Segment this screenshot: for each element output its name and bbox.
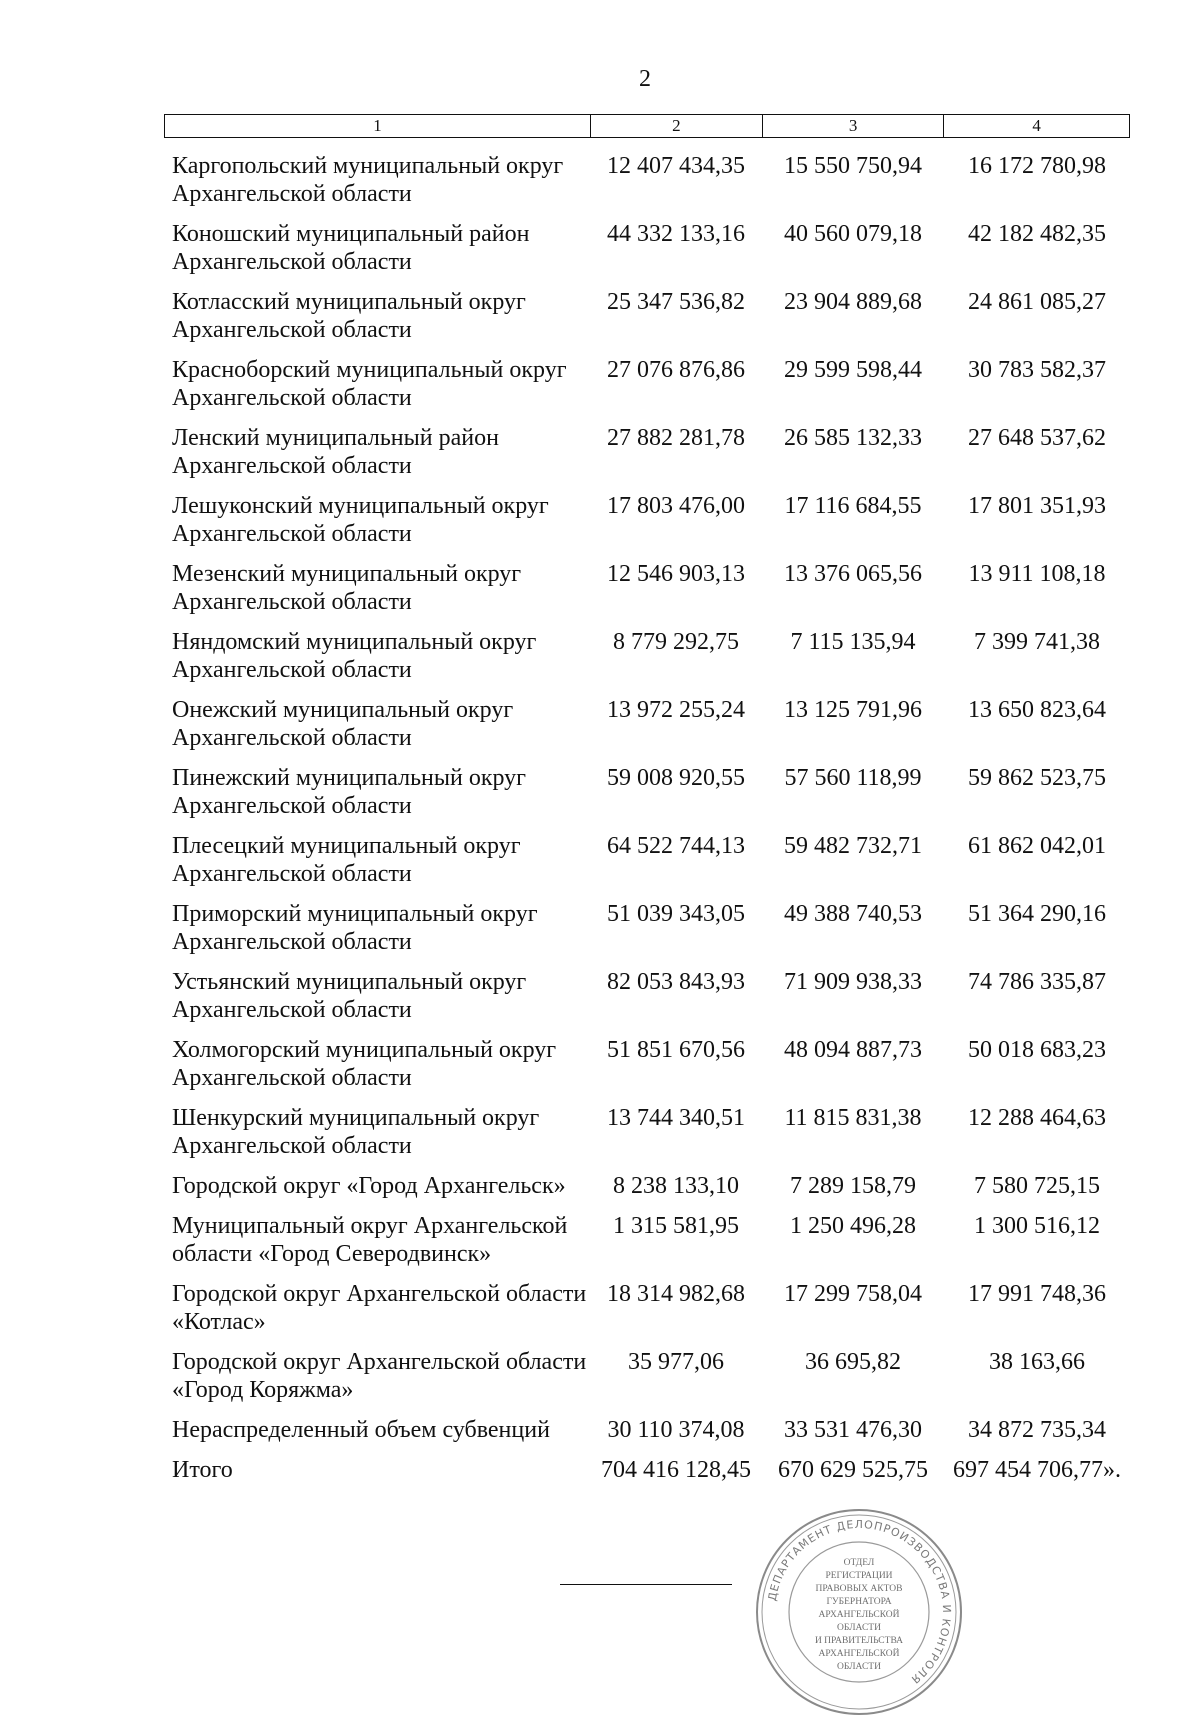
row-value-col3: 29 599 598,44 bbox=[784, 357, 922, 383]
seal-line: АРХАНГЕЛЬСКОЙ bbox=[818, 1610, 900, 1620]
row-name: Приморский муниципальный округ Архангельской области bbox=[172, 901, 538, 955]
seal-line: ОБЛАСТИ bbox=[837, 1623, 881, 1633]
row-name: Городской округ Архангельской области «Город Коряжма» bbox=[172, 1349, 587, 1403]
table-row bbox=[164, 628, 1130, 696]
row-value-col3: 48 094 887,73 bbox=[784, 1037, 922, 1063]
row-value-col4: 38 163,66 bbox=[989, 1349, 1085, 1375]
row-name: Нераспределенный объем субвенций bbox=[172, 1417, 550, 1443]
row-value-col2: 27 882 281,78 bbox=[607, 425, 745, 451]
row-value-col2: 18 314 982,68 bbox=[607, 1281, 745, 1307]
row-name: Коношский муниципальный район Архангельской области bbox=[172, 221, 530, 275]
row-name: Холмогорский муниципальный округ Архангельской области bbox=[172, 1037, 557, 1091]
table-row bbox=[164, 288, 1130, 356]
row-value-col4: 51 364 290,16 bbox=[968, 901, 1106, 927]
row-value-col3: 26 585 132,33 bbox=[784, 425, 922, 451]
row-value-col2: 35 977,06 bbox=[628, 1349, 724, 1375]
closing-line bbox=[560, 1584, 732, 1585]
table-row bbox=[164, 1212, 1130, 1280]
row-value-col2: 51 039 343,05 bbox=[607, 901, 745, 927]
row-value-col2: 27 076 876,86 bbox=[607, 357, 745, 383]
row-name: Муниципальный округ Архангельской области «Город Северодвинск» bbox=[172, 1213, 568, 1267]
row-value-col4: 7 399 741,38 bbox=[974, 629, 1100, 655]
row-value-col3: 11 815 831,38 bbox=[784, 1105, 922, 1131]
row-value-col3: 17 116 684,55 bbox=[784, 493, 922, 519]
table-header bbox=[164, 114, 1130, 138]
table-row bbox=[164, 152, 1130, 220]
row-value-col4: 24 861 085,27 bbox=[968, 289, 1106, 315]
row-value-col4: 34 872 735,34 bbox=[968, 1417, 1106, 1443]
row-name: Красноборский муниципальный округ Архангельской области bbox=[172, 357, 567, 411]
row-name: Устьянский муниципальный округ Архангельской области bbox=[172, 969, 527, 1023]
table-row bbox=[164, 356, 1130, 424]
row-name: Ленский муниципальный район Архангельской области bbox=[172, 425, 499, 479]
row-value-col3: 59 482 732,71 bbox=[784, 833, 922, 859]
row-value-col4: 17 991 748,36 bbox=[968, 1281, 1106, 1307]
row-value-col4: 7 580 725,15 bbox=[974, 1173, 1100, 1199]
table-row bbox=[164, 1036, 1130, 1104]
seal-line: ОБЛАСТИ bbox=[837, 1662, 881, 1672]
seal-line: ГУБЕРНАТОРА bbox=[826, 1597, 892, 1607]
row-value-col4: 74 786 335,87 bbox=[968, 969, 1106, 995]
row-name: Городской округ «Город Архангельск» bbox=[172, 1173, 566, 1199]
row-value-col2: 12 407 434,35 bbox=[607, 153, 745, 179]
row-value-col4: 27 648 537,62 bbox=[968, 425, 1106, 451]
row-value-col2: 8 238 133,10 bbox=[613, 1173, 739, 1199]
table-row bbox=[164, 560, 1130, 628]
total-value-col4: 697 454 706,77». bbox=[953, 1457, 1121, 1483]
table-row bbox=[164, 696, 1130, 764]
table-row bbox=[164, 968, 1130, 1036]
row-value-col3: 1 250 496,28 bbox=[790, 1213, 916, 1239]
table-row bbox=[164, 424, 1130, 492]
row-value-col2: 13 972 255,24 bbox=[607, 697, 745, 723]
row-value-col2: 82 053 843,93 bbox=[607, 969, 745, 995]
seal-line: РЕГИСТРАЦИИ bbox=[825, 1571, 893, 1581]
row-value-col3: 7 289 158,79 bbox=[790, 1173, 916, 1199]
row-name: Мезенский муниципальный округ Архангельской области bbox=[172, 561, 522, 615]
row-value-col3: 7 115 135,94 bbox=[790, 629, 916, 655]
row-value-col2: 59 008 920,55 bbox=[607, 765, 745, 791]
row-value-col4: 30 783 582,37 bbox=[968, 357, 1106, 383]
row-value-col2: 64 522 744,13 bbox=[607, 833, 745, 859]
table-row bbox=[164, 492, 1130, 560]
table-row bbox=[164, 1172, 1130, 1212]
row-name: Пинежский муниципальный округ Архангельской области bbox=[172, 765, 527, 819]
row-value-col3: 57 560 118,99 bbox=[784, 765, 922, 791]
row-value-col2: 13 744 340,51 bbox=[607, 1105, 745, 1131]
row-value-col3: 13 376 065,56 bbox=[784, 561, 922, 587]
row-value-col2: 12 546 903,13 bbox=[607, 561, 745, 587]
table-row bbox=[164, 220, 1130, 288]
row-value-col3: 17 299 758,04 bbox=[784, 1281, 922, 1307]
total-value-col3: 670 629 525,75 bbox=[778, 1457, 928, 1483]
row-value-col3: 40 560 079,18 bbox=[784, 221, 922, 247]
row-value-col2: 30 110 374,08 bbox=[607, 1417, 745, 1443]
row-value-col2: 51 851 670,56 bbox=[607, 1037, 745, 1063]
row-value-col4: 1 300 516,12 bbox=[974, 1213, 1100, 1239]
column-header-3: 3 bbox=[762, 115, 944, 137]
table-row bbox=[164, 1348, 1130, 1416]
row-name: Плесецкий муниципальный округ Архангельской области bbox=[172, 833, 521, 887]
row-value-col3: 71 909 938,33 bbox=[784, 969, 922, 995]
row-value-col3: 23 904 889,68 bbox=[784, 289, 922, 315]
row-value-col4: 16 172 780,98 bbox=[968, 153, 1106, 179]
official-seal-stamp bbox=[754, 1507, 964, 1717]
table-row bbox=[164, 832, 1130, 900]
row-value-col3: 33 531 476,30 bbox=[784, 1417, 922, 1443]
row-value-col2: 25 347 536,82 bbox=[607, 289, 745, 315]
row-value-col4: 50 018 683,23 bbox=[968, 1037, 1106, 1063]
table-row bbox=[164, 1104, 1130, 1172]
row-value-col4: 12 288 464,63 bbox=[968, 1105, 1106, 1131]
column-header-2: 2 bbox=[590, 115, 762, 137]
table-body bbox=[164, 152, 1130, 1496]
row-value-col4: 13 911 108,18 bbox=[968, 561, 1106, 587]
row-value-col3: 49 388 740,53 bbox=[784, 901, 922, 927]
row-name: Котласский муниципальный округ Архангельской области bbox=[172, 289, 526, 343]
row-value-col4: 59 862 523,75 bbox=[968, 765, 1106, 791]
row-value-col4: 13 650 823,64 bbox=[968, 697, 1106, 723]
row-name: Лешуконский муниципальный округ Архангельской области bbox=[172, 493, 549, 547]
total-row bbox=[164, 1456, 1130, 1496]
table-row bbox=[164, 900, 1130, 968]
table-row bbox=[164, 1416, 1130, 1456]
row-name: Каргопольский муниципальный округ Архангельской области bbox=[172, 153, 564, 207]
seal-line: ОТДЕЛ bbox=[843, 1558, 875, 1568]
row-value-col2: 44 332 133,16 bbox=[607, 221, 745, 247]
row-name: Няндомский муниципальный округ Архангельской области bbox=[172, 629, 537, 683]
row-value-col2: 17 803 476,00 bbox=[607, 493, 745, 519]
column-header-4: 4 bbox=[943, 115, 1129, 137]
seal-ring-text: ДЕПАРТАМЕНТ ДЕЛОПРОИЗВОДСТВА И КОНТРОЛЯ bbox=[765, 1517, 954, 1687]
row-name: Шенкурский муниципальный округ Архангельской области bbox=[172, 1105, 540, 1159]
seal-line: АРХАНГЕЛЬСКОЙ bbox=[818, 1649, 900, 1659]
row-value-col2: 1 315 581,95 bbox=[613, 1213, 739, 1239]
row-value-col4: 61 862 042,01 bbox=[968, 833, 1106, 859]
page-number: 2 bbox=[639, 66, 651, 92]
seal-line: И ПРАВИТЕЛЬСТВА bbox=[814, 1636, 904, 1646]
total-value-col2: 704 416 128,45 bbox=[601, 1457, 751, 1483]
table-row bbox=[164, 1280, 1130, 1348]
row-value-col3: 13 125 791,96 bbox=[784, 697, 922, 723]
total-label: Итого bbox=[172, 1457, 233, 1483]
row-value-col3: 15 550 750,94 bbox=[784, 153, 922, 179]
row-value-col4: 17 801 351,93 bbox=[968, 493, 1106, 519]
row-name: Городской округ Архангельской области «Котлас» bbox=[172, 1281, 587, 1335]
column-header-1: 1 bbox=[373, 116, 382, 135]
seal-line: ПРАВОВЫХ АКТОВ bbox=[815, 1584, 903, 1594]
row-value-col3: 36 695,82 bbox=[805, 1349, 901, 1375]
row-name: Онежский муниципальный округ Архангельской области bbox=[172, 697, 514, 751]
row-value-col4: 42 182 482,35 bbox=[968, 221, 1106, 247]
table-row bbox=[164, 764, 1130, 832]
row-value-col2: 8 779 292,75 bbox=[613, 629, 739, 655]
